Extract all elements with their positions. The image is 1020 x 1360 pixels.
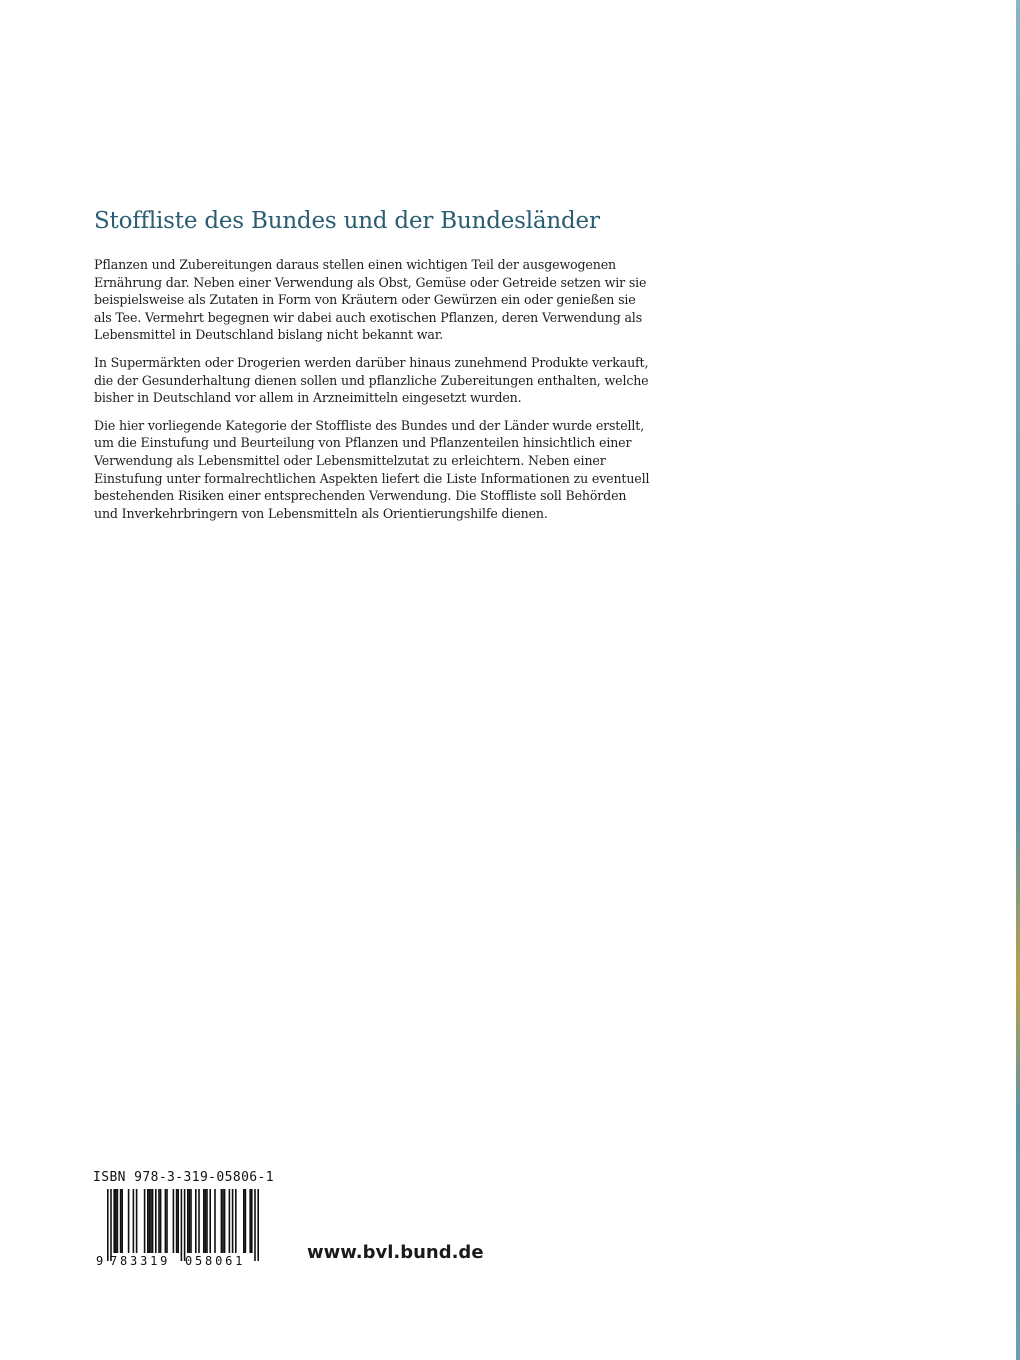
barcode-bar (117, 1189, 119, 1253)
barcode-first-digit: 9 (96, 1254, 104, 1267)
barcode-bar (198, 1189, 200, 1253)
barcode-bar (136, 1189, 138, 1253)
barcode-bar (222, 1189, 224, 1253)
barcode-bar (243, 1189, 245, 1253)
barcode-bar (203, 1189, 205, 1253)
barcode-bar (181, 1189, 183, 1261)
barcode-bar (133, 1189, 135, 1253)
barcode-bar (113, 1189, 115, 1253)
barcode-bar (187, 1189, 189, 1253)
paragraph-2: In Supermärkten oder Drogerien werden darüber hinaus zunehmend Produkte verkauft, die der Gesunderhaltung dienen sollen und pflanzliche Zubereitungen enthalten, welche bisher in Deutschland vor allem in Arzneimitteln eingesetzt wurden. (94, 354, 649, 406)
barcode-bar (206, 1189, 208, 1253)
barcode-left-digits: 783319 (110, 1254, 171, 1267)
barcode-bar (107, 1189, 109, 1261)
paragraph-3: Die hier vorliegende Kategorie der Stoffliste des Bundes und der Länder wurde erstellt, um die Einstufung und Beurteilung von Pflanzen und Pflanzenteilen hinsichtlich einer Verwendung als Lebensmittel oder Lebensmittelzutat zu erleichtern. Neben einer Einstufung unter formalrechtlichen Aspekten liefert die Liste Informationen zu eventuell bestehenden Risiken einer entsprechenden Verwendung. Die Stoffliste soll Behörden und Inverkehrbringern von Lebensmitteln als Orientierungshilfe dienen. (94, 417, 650, 521)
barcode-bar (214, 1189, 216, 1253)
barcode-bar (189, 1189, 191, 1253)
barcode-bar (166, 1189, 168, 1253)
barcode-bar (152, 1189, 154, 1253)
page-title: Stoffliste des Bundes und der Bundesländer (94, 208, 600, 234)
barcode-bar (158, 1189, 160, 1253)
barcode-bar (221, 1189, 223, 1253)
barcode-bars (107, 1189, 259, 1261)
barcode-bar (190, 1189, 192, 1253)
barcode-bar (110, 1189, 112, 1261)
barcode-bar (120, 1189, 122, 1253)
barcode-bar (160, 1189, 162, 1253)
barcode-bar (115, 1189, 117, 1253)
isbn-label: ISBN 978-3-319-05806-1 (93, 1170, 274, 1185)
barcode-bar (177, 1189, 179, 1253)
barcode-bar (121, 1189, 123, 1253)
barcode-right-digits: 058061 (185, 1254, 246, 1267)
barcode-bar (144, 1189, 146, 1253)
barcode-bar (205, 1189, 207, 1253)
barcode-bar (254, 1189, 256, 1261)
barcode-bar (147, 1189, 149, 1253)
barcode-bar (257, 1189, 259, 1261)
paragraph-1: Pflanzen und Zubereitungen daraus stellen einen wichtigen Teil der ausgewogenen Ernährung dar. Neben einer Verwendung als Obst, Gemüse oder Getreide setzen wir sie beispielsweise als Zutaten in Form von Kräutern oder Gewürzen ein oder genießen sie als Tee. Vermehrt begegnen wir dabei auch exotischen Pflanzen, deren Verwendung als Lebensmittel in Deutschland bislang nicht bekannt war. (94, 257, 647, 343)
barcode-bar (184, 1189, 186, 1261)
website-url: www.bvl.bund.de (307, 1242, 484, 1263)
barcode-bar (176, 1189, 178, 1253)
isbn-barcode (95, 1189, 265, 1267)
barcode-bar (150, 1189, 152, 1253)
cover-edge-strip (1016, 0, 1020, 1360)
barcode-bar (224, 1189, 226, 1253)
barcode-bar (155, 1189, 157, 1253)
barcode-bar (165, 1189, 167, 1253)
barcode-bar (195, 1189, 197, 1253)
barcode-bar (249, 1189, 251, 1253)
barcode-bar (209, 1189, 211, 1253)
barcode-bar (128, 1189, 130, 1253)
barcode-bar (229, 1189, 231, 1253)
barcode-bar (235, 1189, 237, 1253)
barcode-bar (232, 1189, 234, 1253)
barcode-bar (149, 1189, 151, 1253)
body-text (94, 256, 654, 532)
barcode-bar (245, 1189, 247, 1253)
barcode-bar (173, 1189, 175, 1253)
barcode-bar (251, 1189, 253, 1253)
